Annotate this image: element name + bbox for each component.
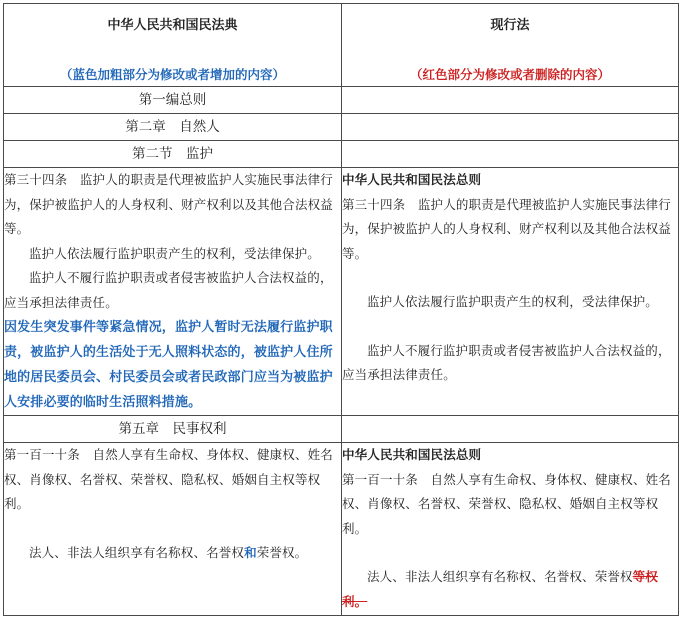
spacer: [342, 266, 678, 290]
right-column-title: 现行法: [490, 18, 530, 33]
article-34-source-law: 中华人民共和国民法总则: [342, 172, 482, 187]
article-34-new-p3: 监护人不履行监护职责或者侵害被监护人合法权益的，应当承担法律责任。: [4, 270, 333, 310]
article-34-row: [4, 168, 679, 416]
empty-cell: [342, 114, 679, 141]
article-110-added-word: 和: [244, 544, 257, 560]
chapter5-heading-row: [4, 416, 679, 443]
part-heading-row: [4, 87, 679, 114]
comparison-table: [3, 3, 679, 616]
right-column-note: （红色部分为修改或者删除的内容）: [409, 67, 610, 82]
header-row: [4, 4, 679, 87]
article-34-added-text: 因发生突发事件等紧急情况，监护人暂时无法履行监护职责，被监护人的生活处于无人照料状态的，被监护人住所地的居民委员会、村民委员会或者民政部门应当为被监护人安排必要的临时生活照料措施。: [4, 320, 333, 410]
article-110-new: [4, 443, 342, 616]
article-110-new-p2-part1: 法人、非法人组织享有名称权、名誉权: [29, 544, 245, 560]
spacer: [342, 541, 678, 565]
spacer: [4, 517, 341, 541]
section2-heading-row: [4, 141, 679, 168]
article-110-old-p1: 第一百一十条 自然人享有生命权、身体权、健康权、姓名权、肖像权、名誉权、荣誉权、隐私权、婚姻自主权等权利。: [342, 471, 671, 536]
empty-cell: [342, 416, 679, 443]
article-34-old-p2: 监护人依法履行监护职责产生的权利，受法律保护。: [367, 294, 658, 309]
header-right-cell: [342, 4, 679, 87]
chapter2-heading: 第二章 自然人: [4, 114, 342, 141]
article-34-new-p2: 监护人依法履行监护职责产生的权利，受法律保护。: [29, 245, 320, 261]
header-left-cell: [4, 4, 342, 87]
article-110-new-p2: [4, 541, 341, 566]
left-column-note: （蓝色加粗部分为修改或者增加的内容）: [59, 67, 285, 82]
article-110-row: [4, 443, 679, 616]
article-34-old-p1: 第三十四条 监护人的职责是代理被监护人实施民事法律行为，保护被监护人的人身权利、财产权利以及其他合法权益等。: [342, 196, 671, 261]
article-110-new-p1: 第一百一十条 自然人享有生命权、身体权、健康权、姓名权、肖像权、名誉权、荣誉权、隐私权、婚姻自主权等权利。: [4, 447, 333, 511]
empty-cell: [342, 141, 679, 168]
article-110-old: [342, 443, 679, 616]
article-110-source-law: 中华人民共和国民法总则: [342, 447, 482, 462]
article-34-old-p3: 监护人不履行监护职责或者侵害被监护人合法权益的，应当承担法律责任。: [342, 342, 671, 382]
article-110-new-p2-part2: 荣誉权。: [256, 544, 308, 560]
article-110-old-p2: [342, 565, 678, 614]
chapter2-heading-row: [4, 114, 679, 141]
article-110-deleted-text: 等权利。: [342, 569, 658, 609]
section2-heading: 第二节 监护: [4, 141, 342, 168]
chapter5-heading: 第五章 民事权利: [4, 416, 342, 443]
spacer: [342, 315, 678, 339]
article-34-new: [4, 168, 342, 416]
article-110-old-p2-part1: 法人、非法人组织享有名称权、名誉权、荣誉权: [367, 569, 633, 584]
article-34-new-p1: 第三十四条 监护人的职责是代理被监护人实施民事法律行为，保护被监护人的人身权利、财产权利以及其他合法权益等。: [4, 172, 333, 236]
spacer: [4, 565, 341, 615]
article-34-old: [342, 168, 679, 416]
left-column-title: 中华人民共和国民法典: [107, 18, 238, 33]
empty-cell: [342, 87, 679, 114]
part-heading: 第一编总则: [4, 87, 342, 114]
